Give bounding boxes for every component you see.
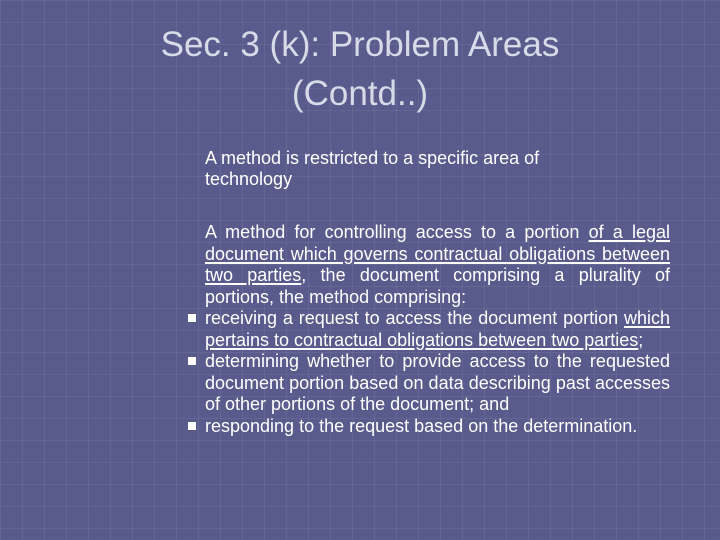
restriction-line-2: technology (205, 169, 293, 189)
title-line-2: (Contd..) (291, 74, 429, 113)
claim-text (205, 222, 670, 437)
step-1-underlined: which pertains to contractual obligations between two parties (205, 308, 670, 350)
claim-intro-end: , the document comprising a plurality of portions, the method comprising: (205, 265, 670, 307)
slide-title (60, 20, 660, 118)
title-line-1: Sec. 3 (k): Problem Areas (160, 25, 560, 64)
claim-step-determining (205, 351, 670, 416)
step-1-start: receiving a request to access the document portion (205, 308, 624, 328)
step-2-text: determining whether to provide access to the requested document portion based on data describing past accesses of other portions of the document; and (205, 351, 670, 414)
square-bullet-icon (188, 314, 196, 322)
claim-step-receiving (205, 308, 670, 351)
step-1-end: ; (638, 329, 644, 350)
restriction-line-1: A method is restricted to a specific area of (205, 148, 540, 168)
claim-steps (205, 308, 670, 437)
step-3-text: responding to the request based on the determination. (205, 415, 638, 436)
square-bullet-icon (188, 357, 196, 365)
square-bullet-icon (188, 422, 196, 430)
restriction-statement (205, 148, 675, 190)
claim-intro-start: A method for controlling access to a portion (205, 222, 589, 242)
claim-intro (205, 222, 670, 308)
claim-step-responding (205, 416, 670, 438)
claim-intro-underlined: of a legal document which governs contractual obligations between two parties (205, 222, 670, 285)
